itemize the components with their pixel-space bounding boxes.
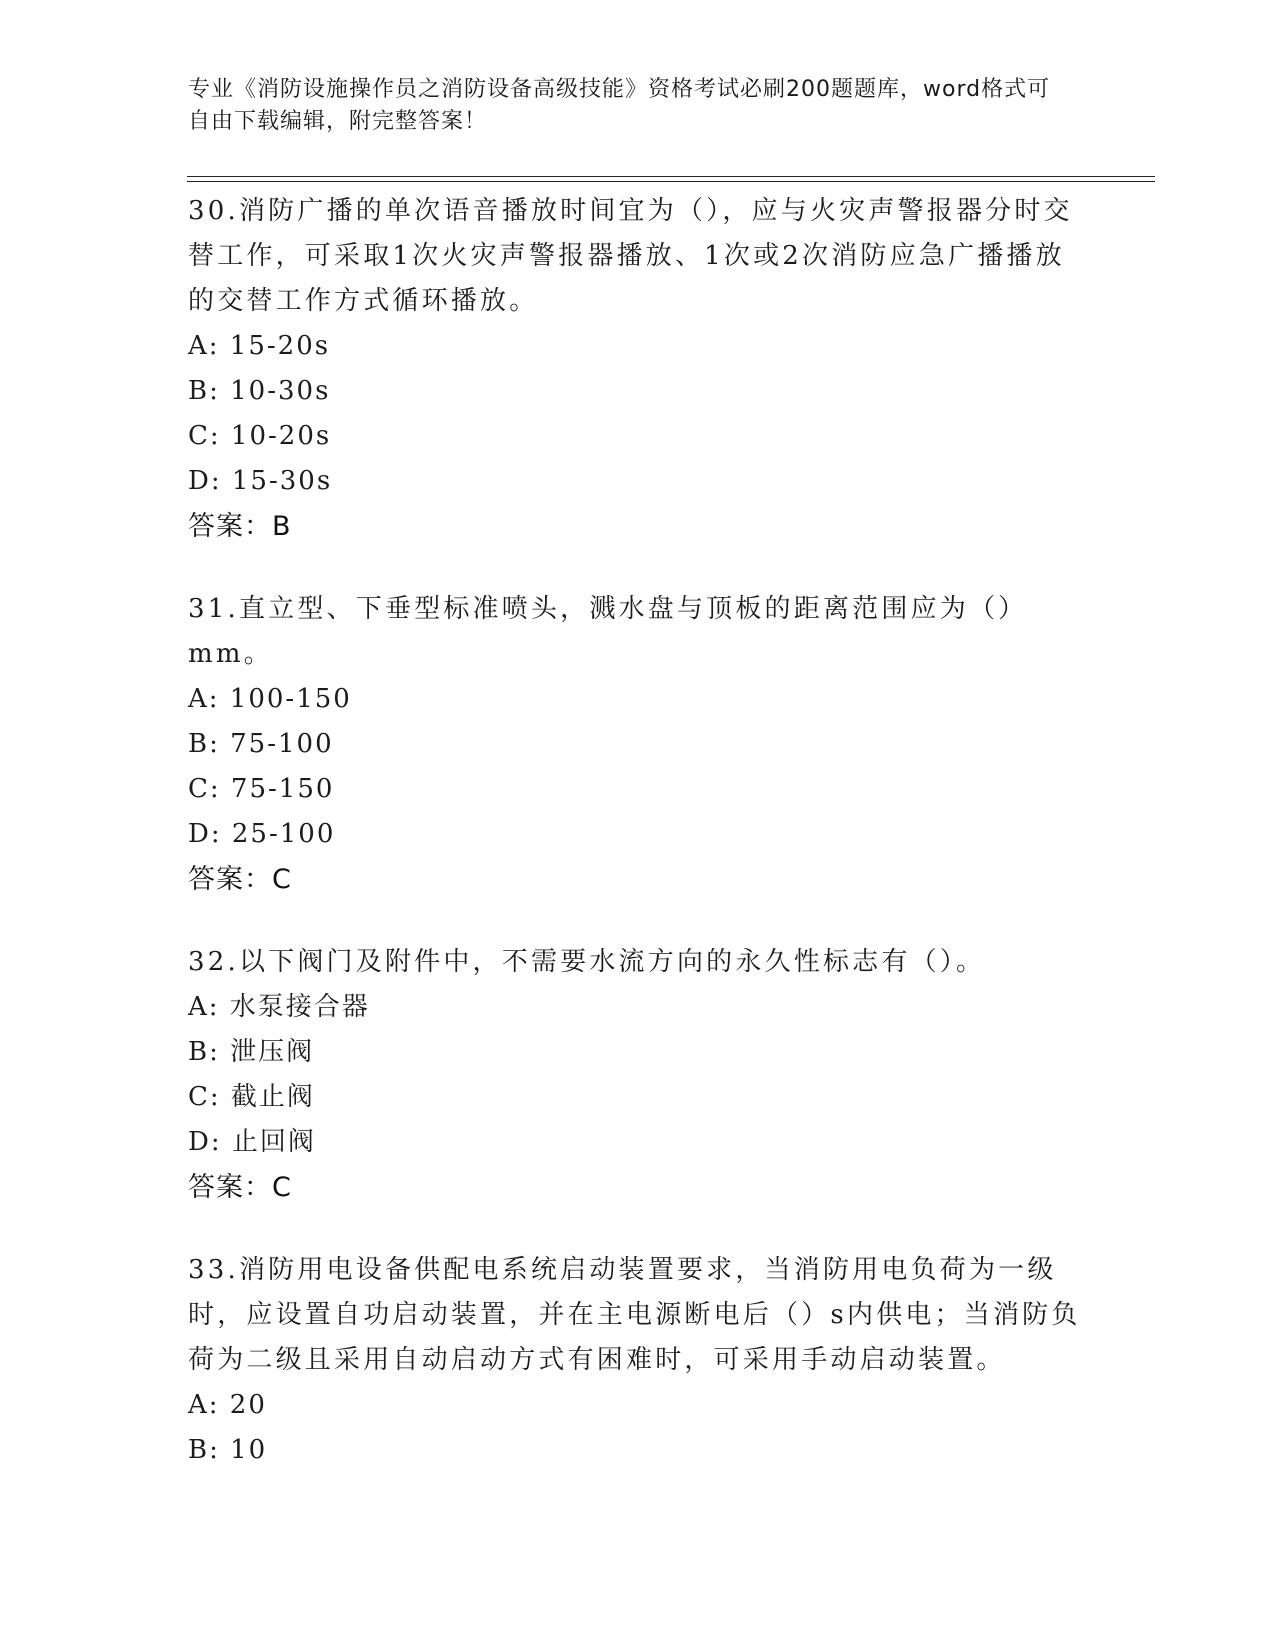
question-text: 30.消防广播的单次语音播放时间宜为（），应与火灾声警报器分时交替工作，可采取1次火灾声警报器播放、1次或2次消防应急广播播放的交替工作方式循环播放。: [188, 196, 1073, 316]
answer-label: 答案：C: [188, 864, 292, 895]
option-a: A: 15-20s: [188, 331, 331, 361]
option-b: B: 10: [188, 1435, 268, 1465]
option-a: A: 水泵接合器: [188, 992, 370, 1022]
option-c: C: 截止阀: [188, 1082, 315, 1112]
option-c: C: 10-20s: [188, 421, 332, 451]
option-a: A: 20: [188, 1390, 267, 1420]
option-d: D: 15-30s: [188, 466, 333, 496]
option-a: A: 100-150: [188, 684, 352, 714]
answer-label: 答案：C: [188, 1172, 292, 1203]
question-text: 31.直立型、下垂型标准喷头，溅水盘与顶板的距离范围应为（）mm。: [188, 594, 1028, 669]
question-30: [188, 189, 1093, 549]
question-33: [188, 1248, 1093, 1473]
option-d: D: 止回阀: [188, 1127, 316, 1157]
question-31: [188, 587, 1093, 902]
option-b: B: 泄压阀: [188, 1037, 315, 1067]
option-c: C: 75-150: [188, 774, 335, 804]
header-divider-top: [187, 176, 1155, 177]
question-32: [188, 940, 1093, 1210]
answer-label: 答案：B: [188, 511, 292, 542]
option-d: D: 25-100: [188, 819, 336, 849]
question-text: 32.以下阀门及附件中，不需要水流方向的永久性标志有（）。: [188, 947, 986, 977]
option-b: B: 75-100: [188, 729, 334, 759]
document-header: 专业《消防设施操作员之消防设备高级技能》资格考试必刷200题题库，word格式可自由下载编辑，附完整答案！: [188, 77, 1051, 134]
header-divider-bottom: [187, 181, 1155, 182]
question-text: 33.消防用电设备供配电系统启动装置要求，当消防用电负荷为一级时，应设置自功启动装置，并在主电源断电后（）s内供电；当消防负荷为二级且采用自动启动方式有困难时，可采用手动启动装置。: [188, 1255, 1081, 1375]
option-b: B: 10-30s: [188, 376, 331, 406]
question-list: [188, 189, 1093, 1511]
